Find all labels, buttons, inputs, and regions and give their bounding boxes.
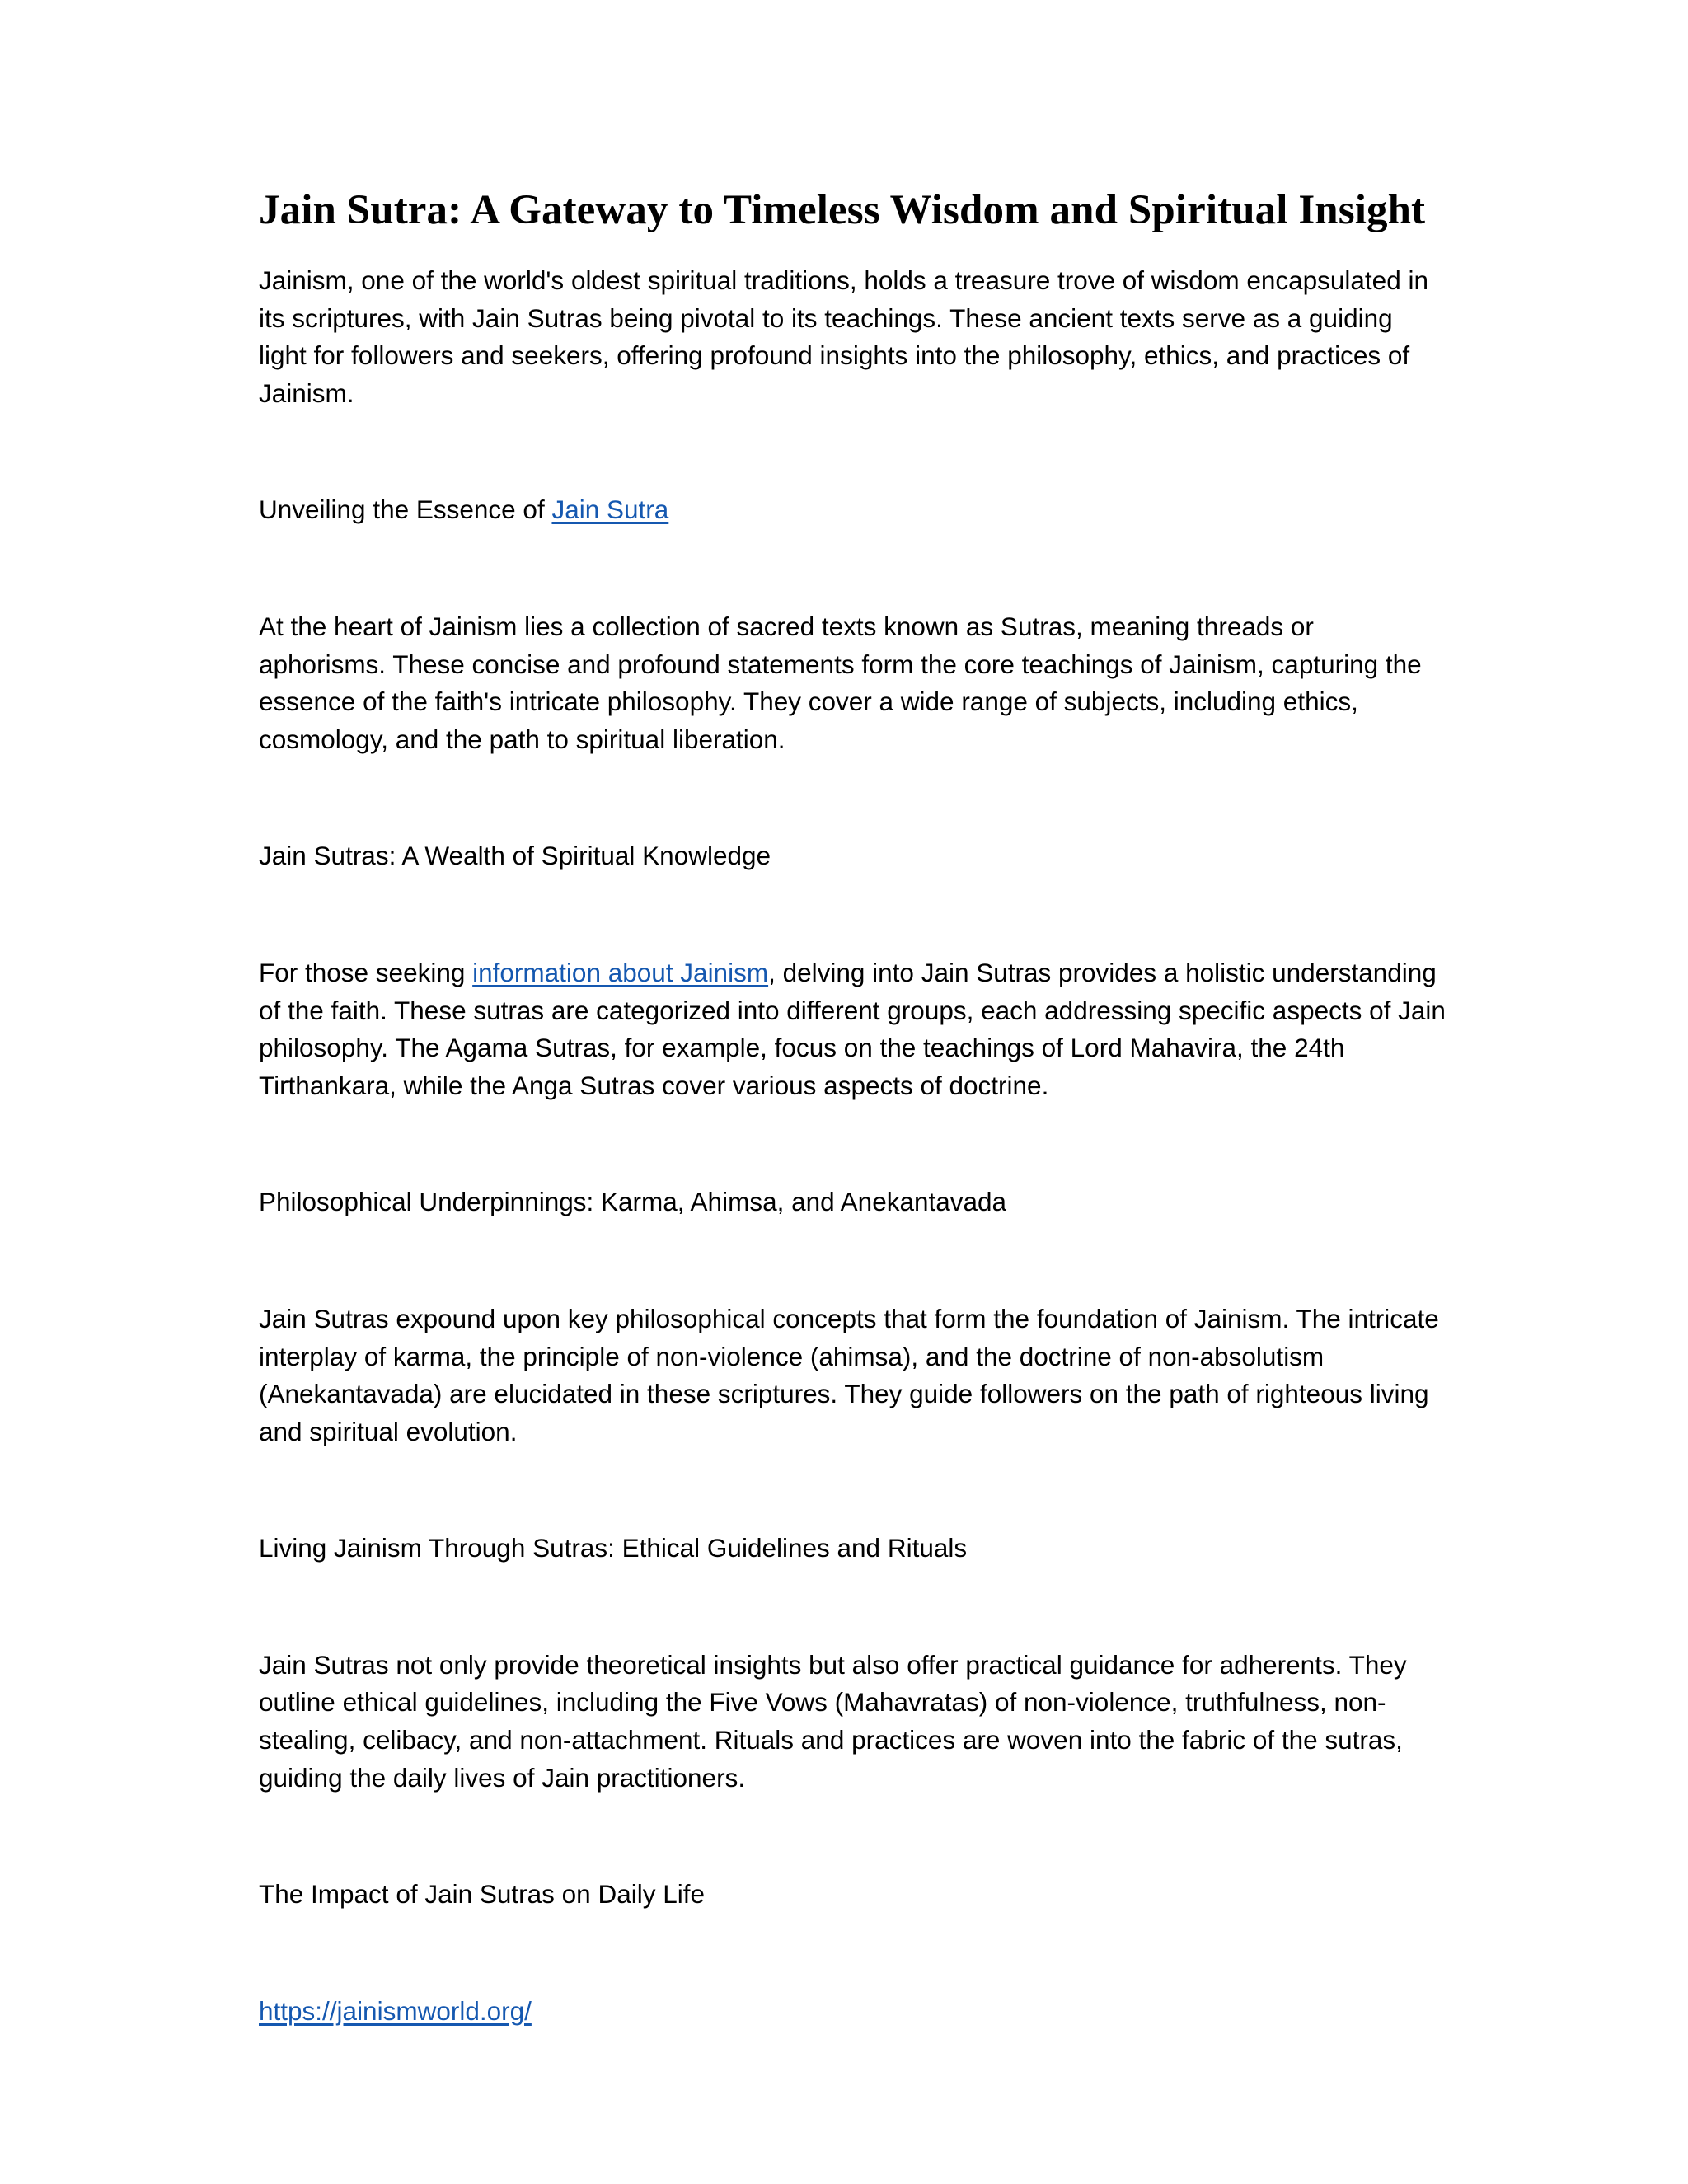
- section-heading-essence: [259, 491, 1446, 529]
- essence-paragraph: At the heart of Jainism lies a collection of sacred texts known as Sutras, meaning threads or aphorisms. These concise and profound statements form the core teachings of Jainism, capturing the essence of the faith's intricate philosophy. They cover a wide range of subjects, including ethics, cosmology, and the path to spiritual liberation.: [259, 611, 1422, 754]
- spacer: [259, 1568, 1446, 1647]
- section-heading-living: Living Jainism Through Sutras: Ethical Guidelines and Rituals: [259, 1533, 968, 1563]
- section-heading-philosophy: Philosophical Underpinnings: Karma, Ahimsa, and Anekantavada: [259, 1187, 1007, 1217]
- wealth-paragraph: [259, 954, 1446, 1104]
- living-paragraph: Jain Sutras not only provide theoretical insights but also offer practical guidance for adherents. They outline ethical guidelines, including the Five Vows (Mahavratas) of non-violence, truthfulness, non-stealing, celibacy, and non-attachment. Rituals and practices are woven into the fabric of the sutras, guiding the daily lives of Jain practitioners.: [259, 1649, 1407, 1793]
- spacer: [259, 875, 1446, 954]
- section-heading-impact: The Impact of Jain Sutras on Daily Life: [259, 1879, 706, 1910]
- wealth-paragraph-rest: , delving into Jain Sutras provides a holistic understanding of the faith. These sutras are categorized into different groups, each addressing specific aspects of Jain philosophy. The Agama Sutras, for example, focus on the teachings of Lord Mahavira, the 24th Tirthankara, while the Anga Sutras cover various aspects of doctrine.: [259, 957, 1446, 1100]
- spacer: [259, 1797, 1446, 1876]
- intro-paragraph: Jainism, one of the world's oldest spiritual traditions, holds a treasure trove of wisdom encapsulated in its scriptures, with Jain Sutras being pivotal to its teachings. These ancient texts serve as a guiding light for followers and seekers, offering profound insights into the philosophy, ethics, and practices of Jainism.: [259, 265, 1428, 408]
- spacer: [259, 1914, 1446, 1993]
- spacer: [259, 1104, 1446, 1183]
- section-heading-text: Unveiling the Essence of: [259, 494, 552, 525]
- spacer: [259, 412, 1446, 491]
- section-heading-wealth: Jain Sutras: A Wealth of Spiritual Knowledge: [259, 841, 771, 871]
- spacer: [259, 1221, 1446, 1301]
- document-content: [259, 183, 1446, 2030]
- philosophy-paragraph: Jain Sutras expound upon key philosophical concepts that form the foundation of Jainism. The intricate interplay of karma, the principle of non-violence (ahimsa), and the doctrine of non-absolutism (Anekantavada) are elucidated in these scriptures. They guide followers on the path of righteous living and spiritual evolution.: [259, 1303, 1439, 1446]
- spacer: [259, 529, 1446, 608]
- footer-link-line: [259, 1993, 1446, 2031]
- wealth-paragraph-prefix: For those seeking: [259, 957, 473, 987]
- information-about-jainism-link[interactable]: information about Jainism: [472, 957, 769, 987]
- spacer: [259, 1451, 1446, 1530]
- jainismworld-link[interactable]: https://jainismworld.org/: [259, 1995, 532, 2026]
- jain-sutra-link[interactable]: Jain Sutra: [551, 494, 669, 525]
- spacer: [259, 758, 1446, 837]
- document-title: Jain Sutra: A Gateway to Timeless Wisdom and Spiritual Insight: [259, 187, 1426, 233]
